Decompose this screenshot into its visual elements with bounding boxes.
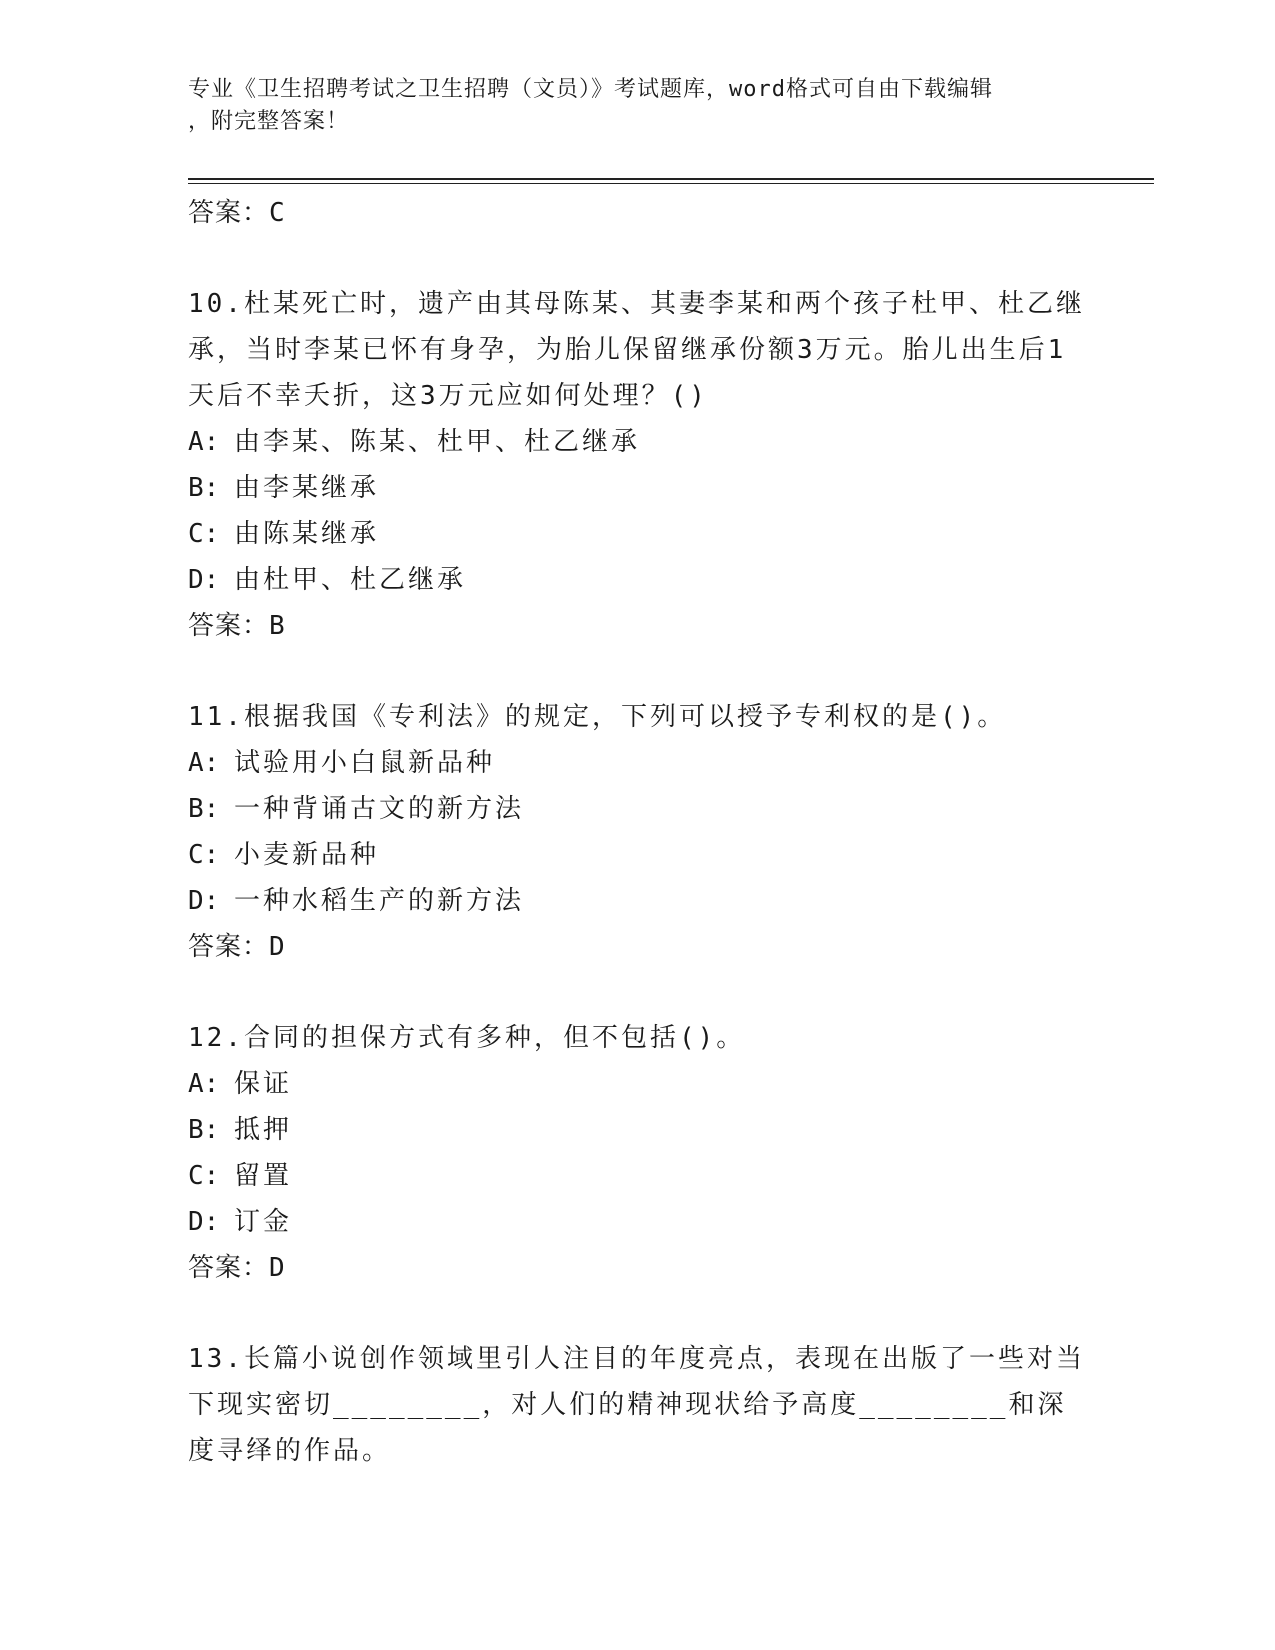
header-rule-thick bbox=[188, 178, 1154, 180]
question-13 bbox=[188, 1336, 1088, 1474]
option-b bbox=[188, 1107, 1088, 1153]
option-b bbox=[188, 465, 1088, 511]
answer-value: B bbox=[269, 611, 286, 641]
header-rule-thin bbox=[188, 183, 1154, 184]
answer-line bbox=[188, 924, 1088, 970]
question-list bbox=[188, 190, 1088, 1474]
question-stem: 13.长篇小说创作领域里引人注目的年度亮点，表现在出版了一些对当下现实密切________，对人们的精神现状给予高度________和深度寻绎的作品。 bbox=[188, 1344, 1085, 1466]
option-text: 由杜甲、杜乙继承 bbox=[234, 565, 467, 595]
answer-line bbox=[188, 190, 1088, 236]
option-text: 由李某、陈某、杜甲、杜乙继承 bbox=[234, 427, 641, 457]
option-letter: D: bbox=[188, 565, 220, 595]
option-letter: C: bbox=[188, 1161, 220, 1191]
option-d bbox=[188, 878, 1088, 924]
option-letter: C: bbox=[188, 519, 220, 549]
option-a bbox=[188, 1061, 1088, 1107]
option-letter: B: bbox=[188, 794, 220, 824]
option-text: 一种水稻生产的新方法 bbox=[234, 886, 525, 916]
option-text: 小麦新品种 bbox=[234, 840, 380, 870]
answer-value: D bbox=[269, 932, 286, 962]
answer-label: 答案： bbox=[188, 198, 270, 228]
header-line-1: 专业《卫生招聘考试之卫生招聘（文员）》考试题库，word格式可自由下载编辑 bbox=[188, 77, 993, 102]
answer-value: C bbox=[269, 198, 286, 228]
answer-label: 答案： bbox=[188, 932, 270, 962]
option-letter: A: bbox=[188, 427, 220, 457]
answer-label: 答案： bbox=[188, 1253, 270, 1283]
question-stem: 11.根据我国《专利法》的规定，下列可以授予专利权的是()。 bbox=[188, 702, 1007, 732]
option-letter: A: bbox=[188, 748, 220, 778]
option-text: 一种背诵古文的新方法 bbox=[234, 794, 525, 824]
answer-line bbox=[188, 1245, 1088, 1291]
option-a bbox=[188, 740, 1088, 786]
question-11 bbox=[188, 694, 1088, 970]
option-d bbox=[188, 557, 1088, 603]
option-letter: C: bbox=[188, 840, 220, 870]
option-text: 留置 bbox=[234, 1161, 293, 1191]
option-text: 订金 bbox=[234, 1207, 293, 1237]
option-d bbox=[188, 1199, 1088, 1245]
option-letter: B: bbox=[188, 473, 220, 503]
option-c bbox=[188, 832, 1088, 878]
header-line-2: ，附完整答案！ bbox=[188, 109, 350, 134]
option-text: 试验用小白鼠新品种 bbox=[234, 748, 496, 778]
option-letter: B: bbox=[188, 1115, 220, 1145]
question-stem: 10.杜某死亡时，遗产由其母陈某、其妻李某和两个孩子杜甲、杜乙继承，当时李某已怀有身孕，为胎儿保留继承份额3万元。胎儿出生后1天后不幸夭折，这3万元应如何处理？() bbox=[188, 289, 1085, 411]
question-12 bbox=[188, 1015, 1088, 1291]
option-text: 保证 bbox=[234, 1069, 293, 1099]
option-c bbox=[188, 511, 1088, 557]
option-text: 由李某继承 bbox=[234, 473, 380, 503]
page-header bbox=[188, 74, 1068, 138]
option-c bbox=[188, 1153, 1088, 1199]
answer-label: 答案： bbox=[188, 611, 270, 641]
answer-value: D bbox=[269, 1253, 286, 1283]
question-stem: 12.合同的担保方式有多种，但不包括()。 bbox=[188, 1023, 746, 1053]
option-text: 抵押 bbox=[234, 1115, 293, 1145]
option-letter: D: bbox=[188, 886, 220, 916]
option-a bbox=[188, 419, 1088, 465]
question-10 bbox=[188, 281, 1088, 649]
option-letter: D: bbox=[188, 1207, 220, 1237]
answer-line bbox=[188, 603, 1088, 649]
option-text: 由陈某继承 bbox=[234, 519, 380, 549]
option-letter: A: bbox=[188, 1069, 220, 1099]
option-b bbox=[188, 786, 1088, 832]
